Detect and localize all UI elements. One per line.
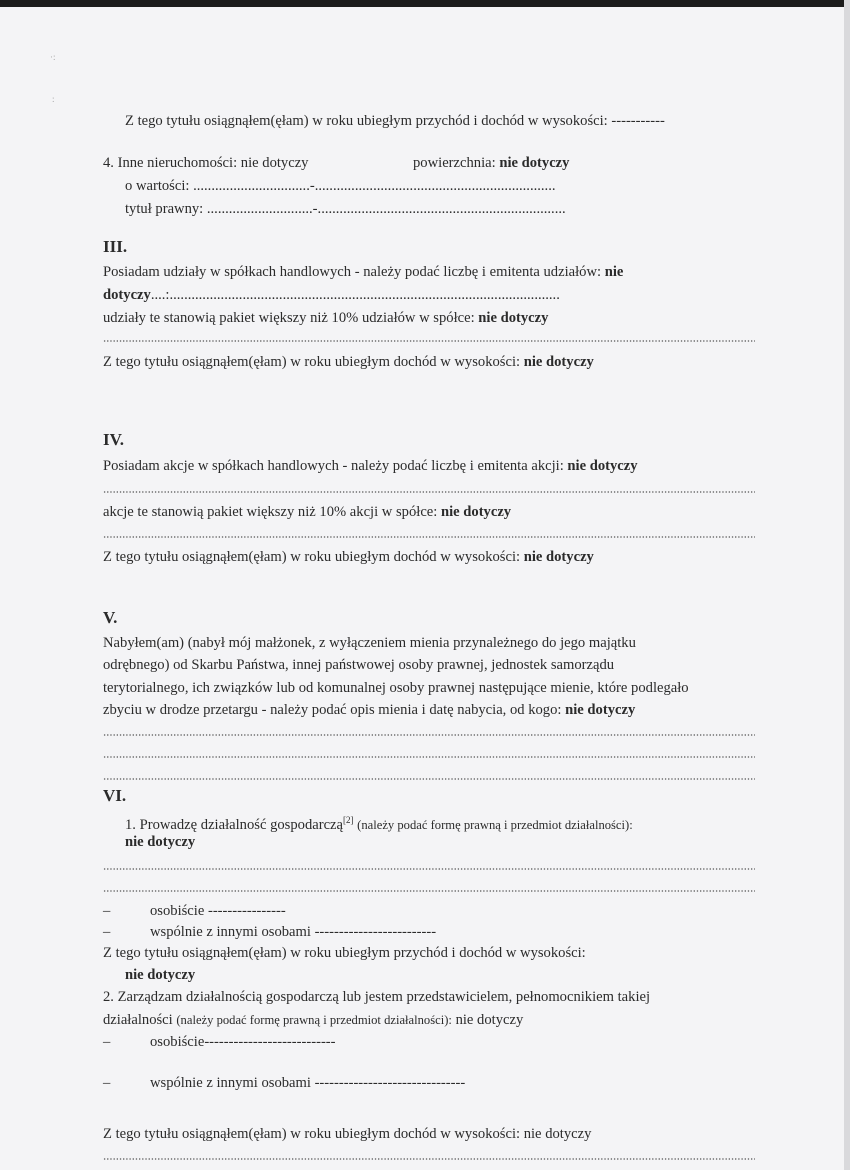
acquisition-text-1: Nabyłem(am) (nabył mój małżonek, z wyłączeniem mienia przynależnego do jego majątku [103,635,636,651]
stocks-answer: nie dotyczy [567,458,638,474]
acquisition-answer: nie dotyczy [565,702,636,718]
acquisition-text-4 [103,701,635,719]
shares-answer: nie [604,264,624,280]
dotted-line [103,536,755,538]
stocks-line [103,457,638,475]
dash-bullet: – [103,1075,111,1091]
management-answer: nie dotyczy [455,1012,524,1028]
footnote-ref: [2] [343,815,354,825]
stocks-question: Posiadam akcje w spółkach handlowych - należy podać liczbę i emitenta akcji: [103,458,564,474]
dotted-line [103,1158,755,1160]
business-hint: (należy podać formę prawną i przedmiot działalności): [357,817,633,832]
shares-pakiet-question: udziały te stanowią pakiet większy niż 10% udziałów w spółce: [103,310,475,326]
business-line [125,811,633,834]
area-value: nie dotyczy [499,155,570,171]
dash-bullet: – [103,903,111,919]
business-answer: nie dotyczy [125,834,196,850]
shares-line [103,263,623,281]
section-heading-iii: III. [103,237,128,256]
stocks-income-answer: nie dotyczy [523,549,594,565]
dash-bullet: – [103,1034,111,1050]
shares-question: Posiadam udziały w spółkach handlowych - należy podać liczbę i emitenta udziałów: [103,264,602,280]
area-field [413,154,569,172]
value-line: o wartości: ................................-.................................................................. [125,178,556,194]
dotted-line [103,756,755,758]
dotted-line [103,778,755,780]
acquisition-question: zbyciu w drodze przetargu - należy podać opis mienia i datę nabycia, od kogo: [103,702,562,718]
management-hint: (należy podać formę prawną i przedmiot działalności): [176,1013,452,1027]
acquisition-text-3: terytorialnego, ich związków lub od komunalnej osoby prawnej następujące mienie, które podlegało [103,680,689,696]
other-property-label: 4. Inne nieruchomości: nie dotyczy [103,155,309,171]
business-income-answer: nie dotyczy [125,967,196,983]
section-heading-v: V. [103,608,118,627]
stocks-pakiet-question: akcje te stanowią pakiet większy niż 10% akcji w spółce: [103,504,438,520]
management-text: działalności [103,1012,173,1028]
acquisition-text-2: odrębnego) od Skarbu Państwa, innej państwowej osoby prawnej, jednostek samorządu [103,657,615,673]
area-label: powierzchnia: [413,155,496,171]
scan-top-edge [0,0,850,7]
dotted-line [103,491,755,493]
dotted-line [103,734,755,736]
management-line-2 [103,1011,523,1029]
shares-line-2 [103,286,560,304]
stocks-pakiet-answer: nie dotyczy [440,504,512,520]
scan-artifact: ·: [50,52,56,62]
stocks-pakiet-line [103,503,511,521]
dotted-line [103,340,755,342]
stocks-income-line [103,548,594,566]
management-joint: wspólnie z innymi osobami ------------------------------- [150,1075,466,1091]
shares-answer-cont: dotyczy [103,287,151,303]
section-heading-vi: VI. [103,786,127,805]
management-personal: osobiście--------------------------- [150,1034,336,1050]
dotted-line [103,868,755,870]
income-line: Z tego tytułu osiągnąłem(ęłam) w roku ubiegłym przychód i dochód w wysokości: ----------- [125,113,665,129]
business-joint: wspólnie z innymi osobami ------------------------- [150,924,437,940]
scan-right-edge [844,0,850,1170]
shares-income-line [103,353,594,371]
dotted-line [103,890,755,892]
legal-title-line: tytuł prawny: .............................-.................................................................... [125,201,566,217]
management-income: Z tego tytułu osiągnąłem(ęłam) w roku ubiegłym dochód w wysokości: nie dotyczy [103,1126,592,1142]
dash-bullet: – [103,924,111,940]
section-heading-iv: IV. [103,430,124,449]
stocks-income-question: Z tego tytułu osiągnąłem(ęłam) w roku ubiegłym dochód w wysokości: [103,549,521,565]
shares-pakiet-answer: nie dotyczy [478,310,549,326]
business-text: 1. Prowadzę działalność gospodarczą [125,816,344,833]
shares-pakiet-line [103,309,548,327]
shares-income-question: Z tego tytułu osiągnąłem(ęłam) w roku ubiegłym dochód w wysokości: [103,354,521,370]
management-line-1: 2. Zarządzam działalnością gospodarczą lub jestem przedstawicielem, pełnomocnikiem takiej [103,989,651,1005]
dotted-fill: ....:........................................................................................................... [150,287,560,303]
shares-income-answer: nie dotyczy [523,354,594,370]
business-income: Z tego tytułu osiągnąłem(ęłam) w roku ubiegłym przychód i dochód w wysokości: [103,945,586,961]
scan-artifact: : [52,94,55,104]
business-personal: osobiście ---------------- [150,903,286,919]
